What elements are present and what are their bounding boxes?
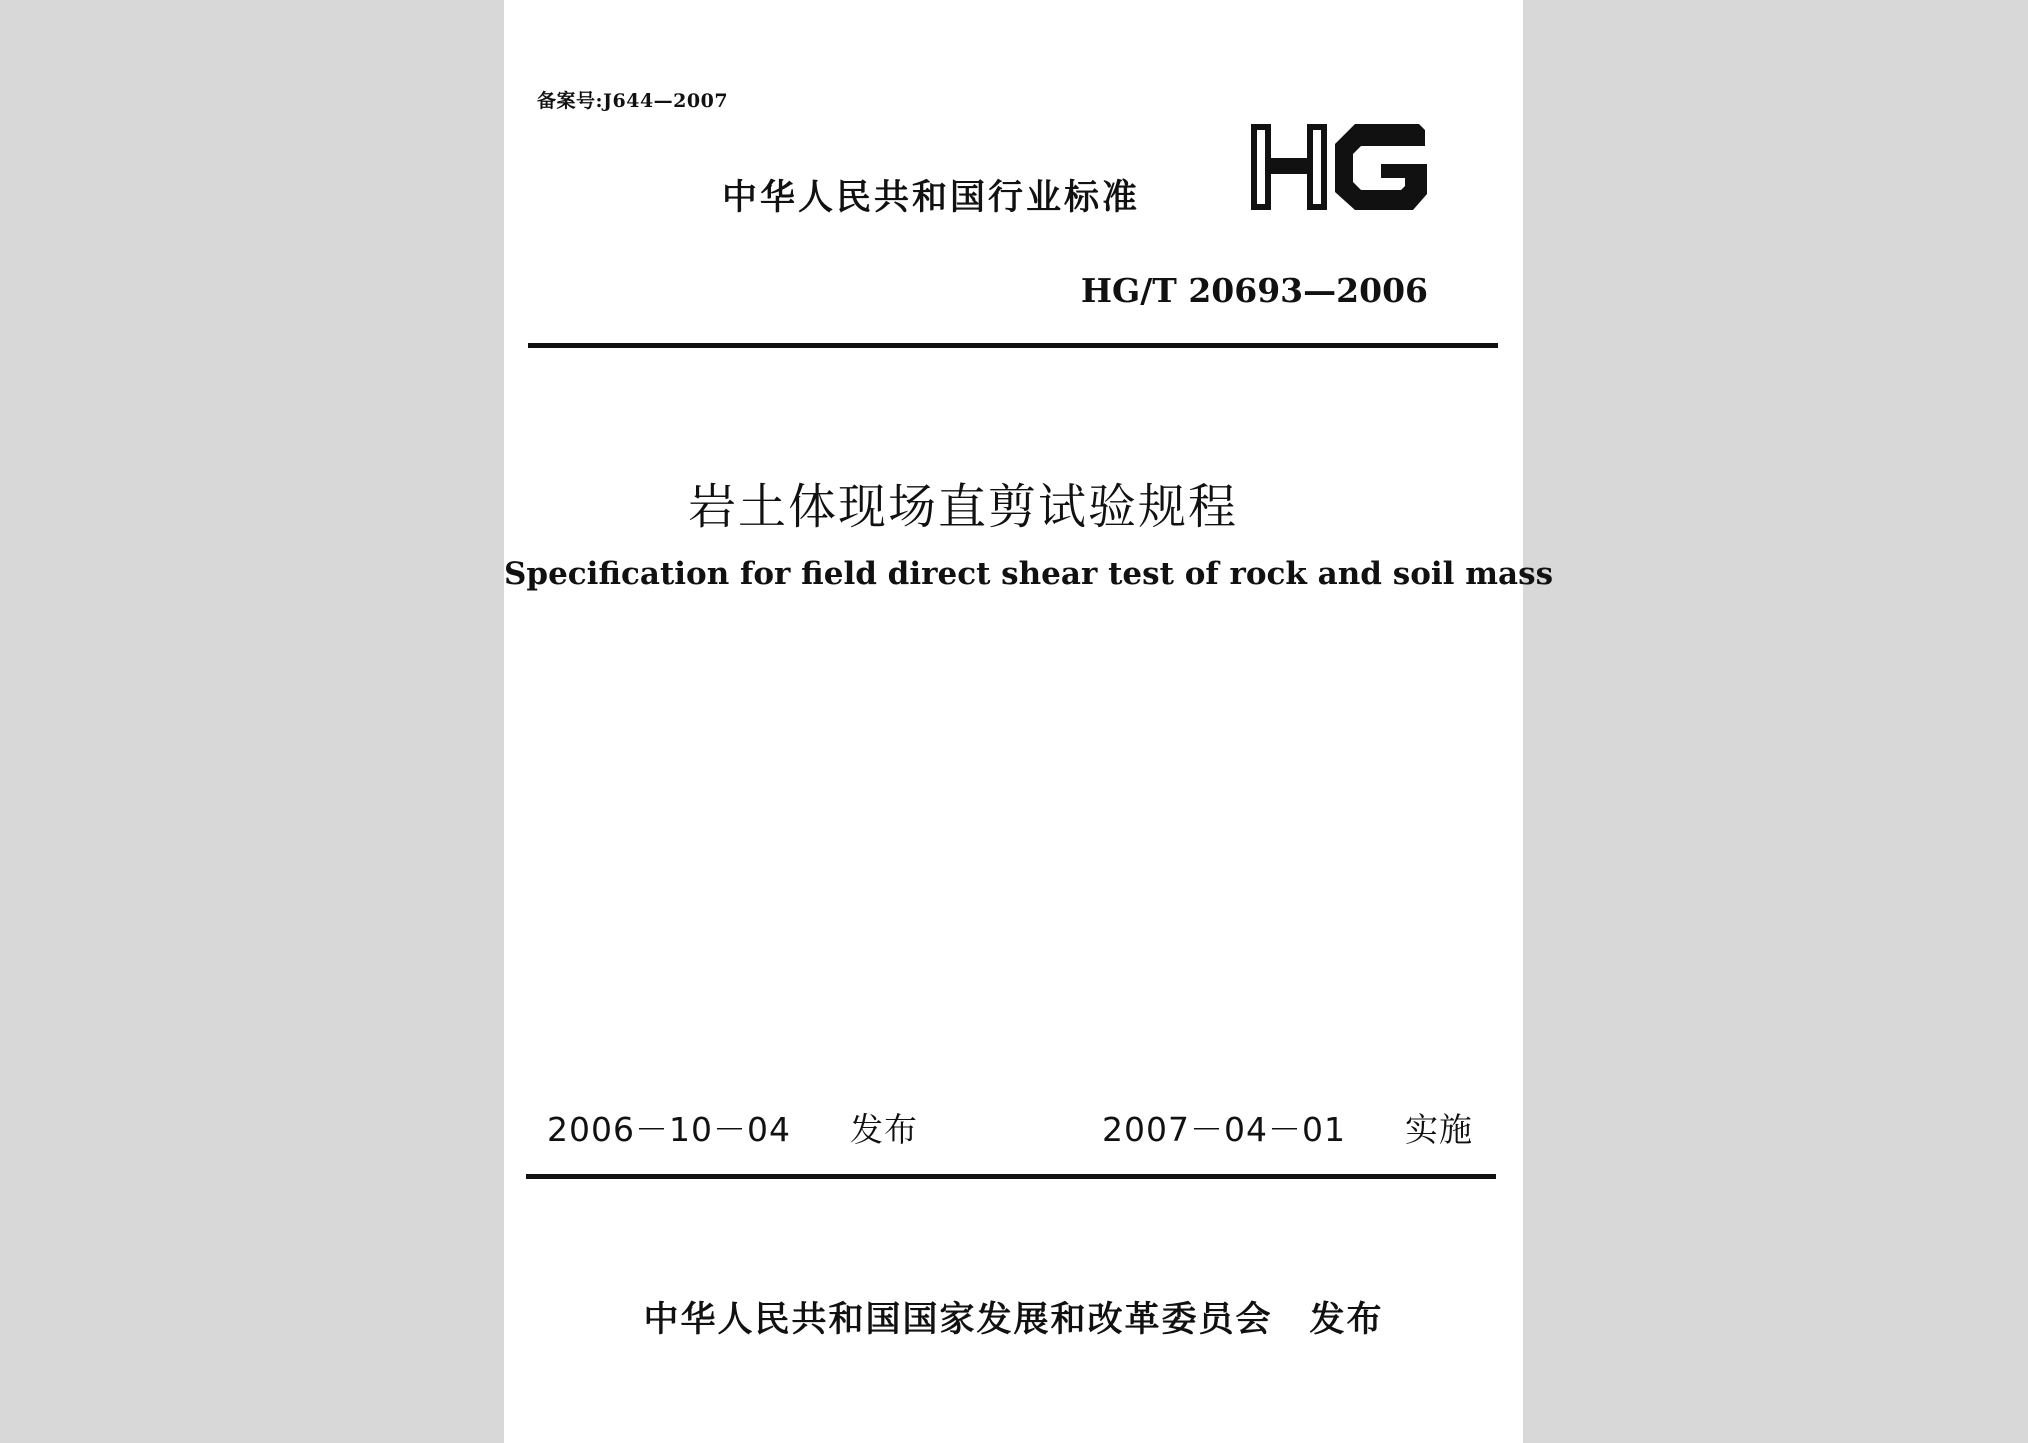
effective-label: 实施 xyxy=(1404,1110,1473,1149)
document-page xyxy=(504,0,1554,1443)
publish-label: 发布 xyxy=(849,1110,918,1149)
standard-code: HG/T 20693—2006 xyxy=(1080,271,1428,310)
publish-date-line xyxy=(547,1104,918,1151)
record-number: 备案号:J644—2007 xyxy=(537,90,729,112)
effective-date-line xyxy=(1102,1104,1473,1151)
title-english: Specification for field direct shear test of rock and soil mass xyxy=(504,556,1554,592)
title-chinese: 岩土体现场直剪试验规程 xyxy=(688,479,1239,535)
standard-category: 中华人民共和国行业标准 xyxy=(722,178,1141,218)
issuing-authority: 中华人民共和国国家发展和改革委员会 发布 xyxy=(643,1300,1384,1340)
bottom-divider xyxy=(526,1174,1496,1179)
effective-date: 2007－04－01 xyxy=(1102,1110,1346,1149)
publish-date: 2006－10－04 xyxy=(547,1110,791,1149)
top-divider xyxy=(528,343,1498,348)
hg-logo-icon xyxy=(1249,120,1435,214)
